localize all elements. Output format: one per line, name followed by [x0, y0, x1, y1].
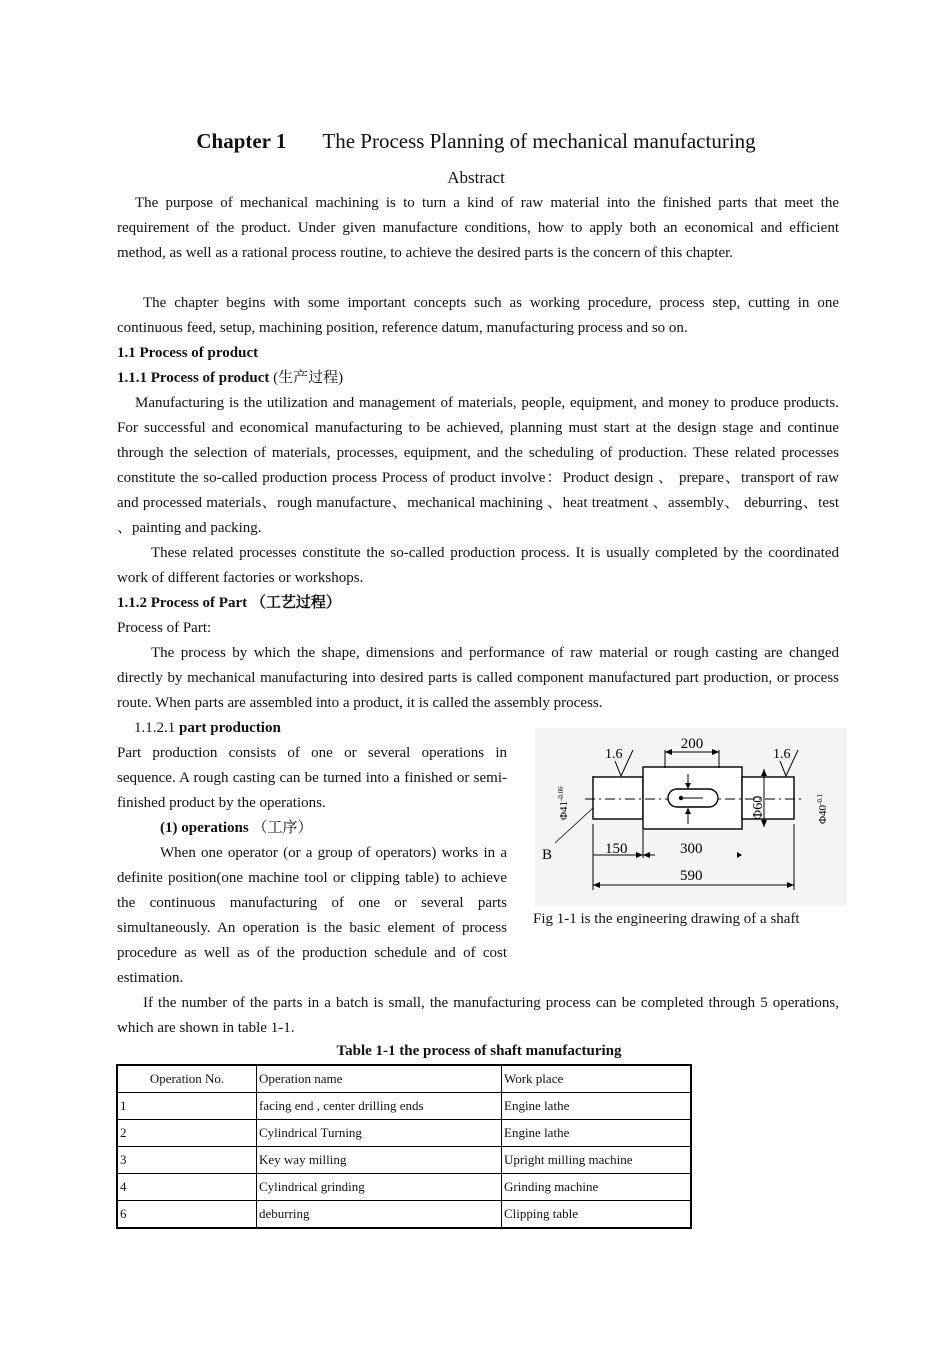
dim-300-label: 300	[680, 841, 703, 857]
abstract-paragraph-2: The chapter begins with some important concepts such as working procedure, process step, cutting in one continuous feed, setup, machining position, reference datum, manufacturing process and so on.	[117, 295, 839, 336]
manufacturing-paragraph: Manufacturing is the utilization and management of materials, people, equipment, and money to produce products. For successful and economical manufacturing to be achieved, planning must start at the design stage and continue through the selection of materials, processes, equipment, and the scheduling of production. These related processes constitute the so-called production process Process of product involve：Product design 、 prepare、transport of raw and processed materials、rough manufacture、mechanical machining 、heat treatment 、assembly、 deburring、test 、painting and packing.	[117, 395, 839, 536]
operations-heading-chinese: （工序）	[252, 820, 313, 836]
table-row	[117, 1147, 691, 1174]
table-row	[117, 1120, 691, 1147]
work-place-cell: Upright milling machine	[502, 1147, 692, 1174]
table-caption: Table 1-1 the process of shaft manufacturing	[336, 1043, 622, 1059]
part-production-paragraph: Part production consists of one or several operations in sequence. A rough casting can be turned into a finished or semi-finished product by the operations.	[117, 745, 507, 811]
operations-heading	[160, 816, 313, 841]
operation-name-cell: deburring	[257, 1201, 502, 1229]
dim-200-label: 200	[680, 736, 704, 752]
work-place-cell: Engine lathe	[502, 1120, 692, 1147]
operation-no-cell: 4	[117, 1174, 257, 1201]
abstract-heading: Abstract	[447, 168, 505, 187]
roughness-left-label: 1.6	[605, 747, 623, 762]
work-place-cell: Engine lathe	[502, 1093, 692, 1120]
process-of-part-paragraph: The process by which the shape, dimensions and performance of raw material or rough casting are changed directly by mechanical manufacturing into desired parts is called component manufactured part production, or process route. When parts are assembled into a product, it is called the assembly process.	[117, 645, 839, 711]
heading-1-1-2-1	[134, 716, 281, 741]
operation-no-cell: 2	[117, 1120, 257, 1147]
heading-1-1: 1.1 Process of product	[117, 345, 259, 361]
heading-1-1-2-text: 1.1.2 Process of Part	[117, 595, 248, 611]
table-row	[117, 1093, 691, 1120]
chapter-number: Chapter 1	[196, 129, 287, 153]
dia-left-value: Φ41	[558, 800, 570, 820]
header-operation-name: Operation name	[257, 1065, 502, 1093]
heading-1-1-1	[117, 366, 343, 391]
heading-1-1-2-1-number: 1.1.2.1	[134, 720, 176, 736]
operation-no-cell: 6	[117, 1201, 257, 1229]
table-row	[117, 1174, 691, 1201]
header-operation-no: Operation No.	[117, 1065, 257, 1093]
dia-right-value: Φ40	[817, 804, 829, 824]
operation-name-cell: Key way milling	[257, 1147, 502, 1174]
figure-caption: Fig 1-1 is the engineering drawing of a shaft	[533, 911, 800, 927]
operation-name-cell: Cylindrical Turning	[257, 1120, 502, 1147]
dia-mid-label: Φ60	[751, 795, 766, 820]
shaft-left-section	[593, 777, 643, 819]
heading-1-1-2	[117, 591, 341, 616]
heading-1-1-2-1-text: part production	[179, 720, 281, 736]
table-row	[117, 1201, 691, 1229]
work-place-cell: Clipping table	[502, 1201, 692, 1229]
related-processes-paragraph: These related processes constitute the so-called production process. It is usually completed by the coordinated work of different factories or workshops.	[117, 545, 839, 586]
operations-heading-text: (1) operations	[160, 820, 249, 836]
operations-paragraph: When one operator (or a group of operators) works in a definite position(one machine tool or clipping table) to achieve the continuous manufacturing of one or several parts simultaneously. An operation is the basic element of process procedure as well as of the production schedule and of cost estimation.	[117, 845, 507, 986]
shaft-drawing	[535, 728, 847, 906]
process-of-part-label: Process of Part:	[117, 620, 212, 636]
dia-left-tolerance: -0.06	[557, 786, 565, 801]
table-header-row	[117, 1065, 691, 1093]
dia-right-tolerance: -0.1	[816, 793, 824, 805]
work-place-cell: Grinding machine	[502, 1174, 692, 1201]
chapter-name: The Process Planning of mechanical manufacturing	[322, 129, 756, 153]
operation-no-cell: 1	[117, 1093, 257, 1120]
process-table	[116, 1064, 692, 1229]
dim-590-label: 590	[680, 868, 703, 884]
chapter-title	[0, 126, 952, 156]
abstract-paragraph-1: The purpose of mechanical machining is to turn a kind of raw material into the finished parts that meet the requirement of the product. Under given manufacture conditions, how to apply both an economical and efficient method, as well as a rational process routine, to achieve the desired parts is the concern of this chapter.	[117, 195, 839, 261]
heading-1-1-2-chinese: （工艺过程）	[250, 595, 341, 611]
roughness-right-label: 1.6	[773, 747, 791, 762]
operation-name-cell: Cylindrical grinding	[257, 1174, 502, 1201]
label-b: B	[542, 847, 553, 863]
dim-150-label: 150	[605, 841, 628, 857]
heading-1-1-1-text: 1.1.1 Process of product	[117, 370, 270, 386]
heading-1-1-1-chinese: (生产过程)	[273, 370, 344, 386]
batch-paragraph: If the number of the parts in a batch is small, the manufacturing process can be completed through 5 operations, which are shown in table 1-1.	[117, 995, 839, 1036]
operation-no-cell: 3	[117, 1147, 257, 1174]
operation-name-cell: facing end , center drilling ends	[257, 1093, 502, 1120]
header-work-place: Work place	[502, 1065, 692, 1093]
shaft-right-section	[742, 777, 794, 819]
